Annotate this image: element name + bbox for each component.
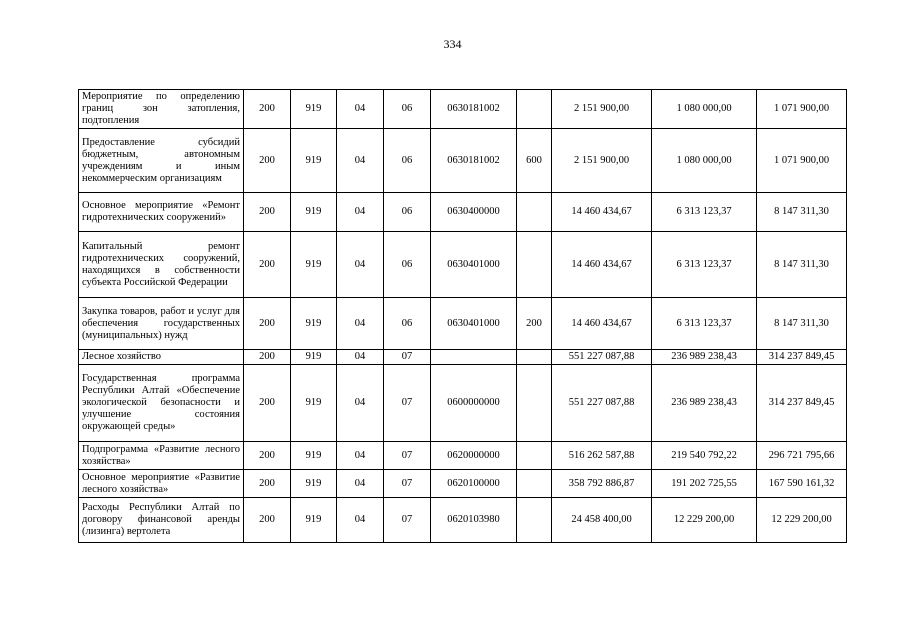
cell-subsection: 06 bbox=[384, 90, 431, 129]
cell-code-1: 200 bbox=[244, 298, 291, 350]
cell-target-article: 0620100000 bbox=[431, 470, 517, 498]
cell-subsection: 06 bbox=[384, 298, 431, 350]
cell-expense-type bbox=[517, 90, 552, 129]
table-row bbox=[79, 365, 847, 442]
cell-code-2: 919 bbox=[291, 442, 337, 470]
cell-section: 04 bbox=[337, 90, 384, 129]
cell-code-1: 200 bbox=[244, 470, 291, 498]
cell-code-1: 200 bbox=[244, 498, 291, 543]
cell-target-article: 0630181002 bbox=[431, 90, 517, 129]
cell-section: 04 bbox=[337, 442, 384, 470]
cell-amount-3: 8 147 311,30 bbox=[757, 232, 847, 298]
cell-amount-3: 167 590 161,32 bbox=[757, 470, 847, 498]
cell-amount-3: 314 237 849,45 bbox=[757, 365, 847, 442]
cell-code-1: 200 bbox=[244, 193, 291, 232]
cell-target-article: 0630401000 bbox=[431, 298, 517, 350]
cell-section: 04 bbox=[337, 232, 384, 298]
cell-expense-type: 200 bbox=[517, 298, 552, 350]
cell-section: 04 bbox=[337, 298, 384, 350]
cell-target-article: 0600000000 bbox=[431, 365, 517, 442]
cell-amount-2: 191 202 725,55 bbox=[652, 470, 757, 498]
table-row bbox=[79, 232, 847, 298]
cell-subsection: 07 bbox=[384, 365, 431, 442]
row-name: Основное мероприятие «Развитие лесного хозяйства» bbox=[79, 470, 244, 498]
cell-subsection: 07 bbox=[384, 442, 431, 470]
cell-amount-1: 24 458 400,00 bbox=[552, 498, 652, 543]
cell-target-article: 0630400000 bbox=[431, 193, 517, 232]
cell-amount-3: 12 229 200,00 bbox=[757, 498, 847, 543]
cell-code-2: 919 bbox=[291, 193, 337, 232]
cell-section: 04 bbox=[337, 129, 384, 193]
cell-code-1: 200 bbox=[244, 365, 291, 442]
row-name: Расходы Республики Алтай по договору финансовой аренды (лизинга) вертолета bbox=[79, 498, 244, 543]
row-name: Лесное хозяйство bbox=[79, 350, 244, 365]
cell-expense-type bbox=[517, 470, 552, 498]
cell-target-article bbox=[431, 350, 517, 365]
cell-amount-2: 1 080 000,00 bbox=[652, 90, 757, 129]
cell-amount-3: 8 147 311,30 bbox=[757, 298, 847, 350]
cell-target-article: 0630181002 bbox=[431, 129, 517, 193]
cell-amount-2: 219 540 792,22 bbox=[652, 442, 757, 470]
cell-amount-1: 551 227 087,88 bbox=[552, 350, 652, 365]
cell-code-2: 919 bbox=[291, 470, 337, 498]
cell-expense-type bbox=[517, 232, 552, 298]
cell-amount-1: 516 262 587,88 bbox=[552, 442, 652, 470]
cell-code-2: 919 bbox=[291, 498, 337, 543]
cell-amount-1: 2 151 900,00 bbox=[552, 129, 652, 193]
table-row bbox=[79, 442, 847, 470]
row-name: Капитальный ремонт гидротехнических сооружений, находящихся в собственности субъекта Российской Федерации bbox=[79, 232, 244, 298]
cell-amount-3: 296 721 795,66 bbox=[757, 442, 847, 470]
cell-amount-1: 358 792 886,87 bbox=[552, 470, 652, 498]
cell-code-2: 919 bbox=[291, 129, 337, 193]
cell-amount-2: 1 080 000,00 bbox=[652, 129, 757, 193]
cell-code-2: 919 bbox=[291, 350, 337, 365]
cell-code-1: 200 bbox=[244, 442, 291, 470]
cell-expense-type bbox=[517, 350, 552, 365]
table-row bbox=[79, 193, 847, 232]
cell-section: 04 bbox=[337, 193, 384, 232]
cell-amount-3: 1 071 900,00 bbox=[757, 129, 847, 193]
cell-section: 04 bbox=[337, 365, 384, 442]
cell-target-article: 0630401000 bbox=[431, 232, 517, 298]
cell-amount-1: 551 227 087,88 bbox=[552, 365, 652, 442]
cell-amount-2: 6 313 123,37 bbox=[652, 298, 757, 350]
cell-code-1: 200 bbox=[244, 232, 291, 298]
table-row bbox=[79, 498, 847, 543]
cell-expense-type bbox=[517, 365, 552, 442]
row-name: Предоставление субсидий бюджетным, автономным учреждениям и иным некоммерческим организациям bbox=[79, 129, 244, 193]
cell-subsection: 07 bbox=[384, 470, 431, 498]
row-name: Государственная программа Республики Алтай «Обеспечение экологической безопасности и улучшение состояния окружающей среды» bbox=[79, 365, 244, 442]
row-name: Закупка товаров, работ и услуг для обеспечения государственных (муниципальных) нужд bbox=[79, 298, 244, 350]
cell-code-2: 919 bbox=[291, 90, 337, 129]
cell-expense-type bbox=[517, 442, 552, 470]
cell-amount-1: 2 151 900,00 bbox=[552, 90, 652, 129]
cell-subsection: 07 bbox=[384, 350, 431, 365]
cell-amount-2: 236 989 238,43 bbox=[652, 350, 757, 365]
cell-code-1: 200 bbox=[244, 129, 291, 193]
cell-amount-3: 314 237 849,45 bbox=[757, 350, 847, 365]
cell-target-article: 0620000000 bbox=[431, 442, 517, 470]
cell-expense-type: 600 bbox=[517, 129, 552, 193]
table-row bbox=[79, 298, 847, 350]
cell-section: 04 bbox=[337, 350, 384, 365]
row-name: Мероприятие по определению границ зон затопления, подтопления bbox=[79, 90, 244, 129]
cell-amount-1: 14 460 434,67 bbox=[552, 193, 652, 232]
cell-amount-2: 236 989 238,43 bbox=[652, 365, 757, 442]
cell-code-1: 200 bbox=[244, 350, 291, 365]
cell-code-1: 200 bbox=[244, 90, 291, 129]
page-number: 334 bbox=[443, 37, 462, 51]
row-name: Подпрограмма «Развитие лесного хозяйства» bbox=[79, 442, 244, 470]
cell-subsection: 07 bbox=[384, 498, 431, 543]
budget-table bbox=[78, 89, 847, 543]
table-row bbox=[79, 470, 847, 498]
cell-target-article: 0620103980 bbox=[431, 498, 517, 543]
cell-amount-1: 14 460 434,67 bbox=[552, 298, 652, 350]
cell-amount-1: 14 460 434,67 bbox=[552, 232, 652, 298]
cell-amount-2: 6 313 123,37 bbox=[652, 232, 757, 298]
cell-subsection: 06 bbox=[384, 193, 431, 232]
cell-code-2: 919 bbox=[291, 232, 337, 298]
cell-subsection: 06 bbox=[384, 232, 431, 298]
table-row bbox=[79, 90, 847, 129]
cell-code-2: 919 bbox=[291, 365, 337, 442]
cell-subsection: 06 bbox=[384, 129, 431, 193]
cell-amount-3: 8 147 311,30 bbox=[757, 193, 847, 232]
table-row bbox=[79, 350, 847, 365]
row-name: Основное мероприятие «Ремонт гидротехнических сооружений» bbox=[79, 193, 244, 232]
cell-expense-type bbox=[517, 193, 552, 232]
cell-amount-3: 1 071 900,00 bbox=[757, 90, 847, 129]
cell-amount-2: 6 313 123,37 bbox=[652, 193, 757, 232]
cell-section: 04 bbox=[337, 470, 384, 498]
cell-section: 04 bbox=[337, 498, 384, 543]
table-row bbox=[79, 129, 847, 193]
cell-code-2: 919 bbox=[291, 298, 337, 350]
cell-expense-type bbox=[517, 498, 552, 543]
cell-amount-2: 12 229 200,00 bbox=[652, 498, 757, 543]
